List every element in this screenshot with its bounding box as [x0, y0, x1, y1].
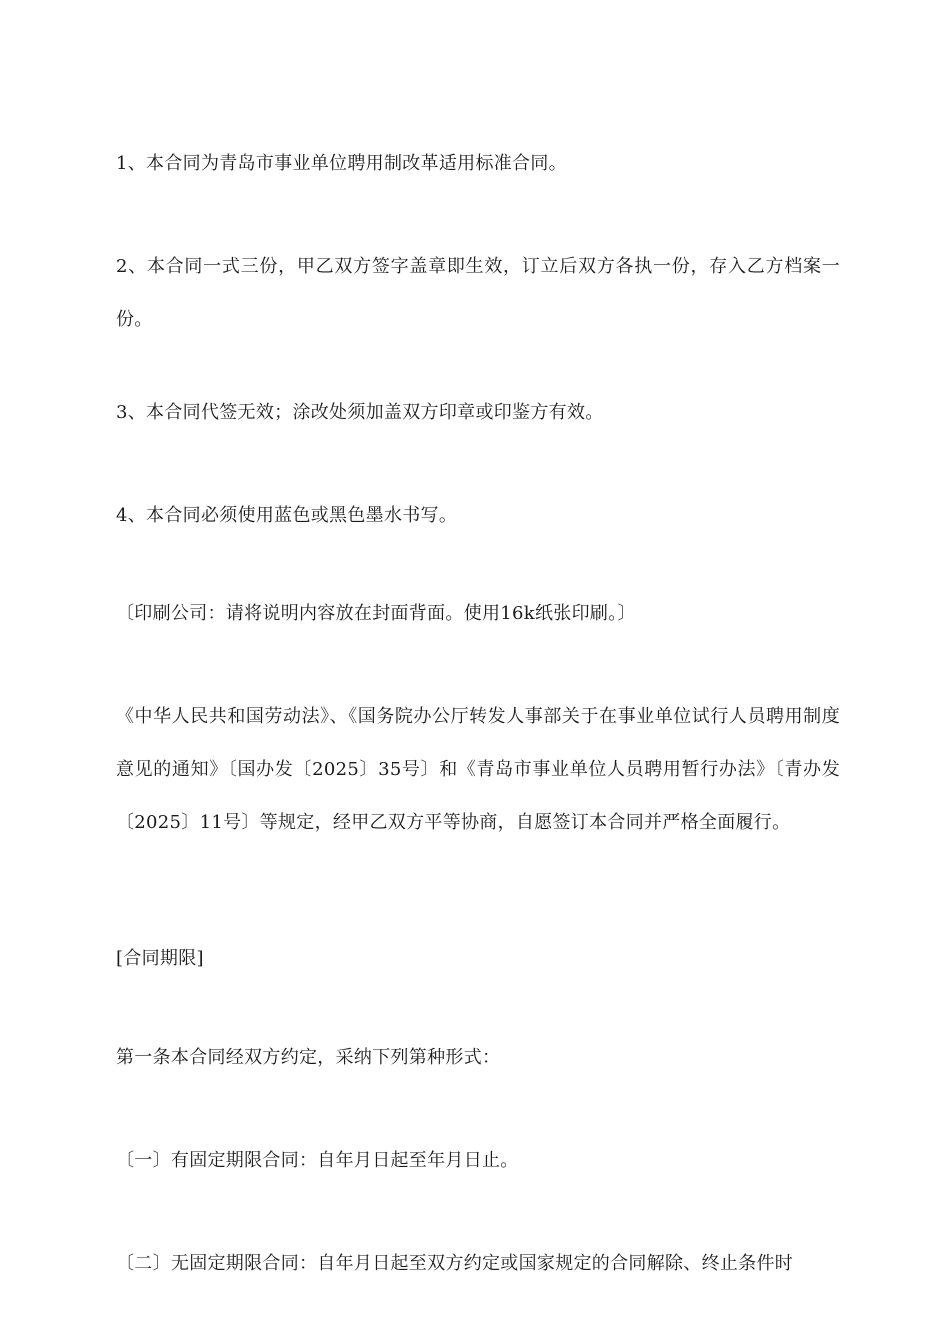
paragraph-note-3: 3、本合同代签无效；涂改处须加盖双方印章或印鉴方有效。: [116, 402, 604, 423]
paragraph-article-1: 第一条本合同经双方约定，采纳下列第种形式：: [116, 1047, 501, 1068]
paragraph-printing-note: 〔印刷公司：请将说明内容放在封面背面。使用16k纸张印刷。〕: [116, 603, 636, 624]
section-heading-contract-term: [合同期限]: [116, 948, 204, 969]
paragraph-open-term: 〔二〕无固定期限合同：自年月日起至双方约定或国家规定的合同解除、终止条件时: [116, 1253, 794, 1274]
paragraph-note-4: 4、本合同必须使用蓝色或黑色墨水书写。: [116, 505, 458, 526]
paragraph-note-2: 2、本合同一式三份，甲乙双方签字盖章即生效，订立后双方各执一份，存入乙方档案一份。: [116, 256, 840, 330]
paragraph-fixed-term: 〔一〕有固定期限合同：自年月日起至年月日止。: [116, 1150, 519, 1171]
paragraph-legal-basis: 《中华人民共和国劳动法》、《国务院办公厅转发人事部关于在事业单位试行人员聘用制度意见的通知》〔国办发〔2025〕35号〕和《青岛市事业单位人员聘用暂行办法》〔青办发〔2025〕11号〕等规定，经甲乙双方平等协商，自愿签订本合同并严格全面履行。: [116, 706, 840, 833]
paragraph-note-1: 1、本合同为青岛市事业单位聘用制改革适用标准合同。: [116, 153, 567, 174]
